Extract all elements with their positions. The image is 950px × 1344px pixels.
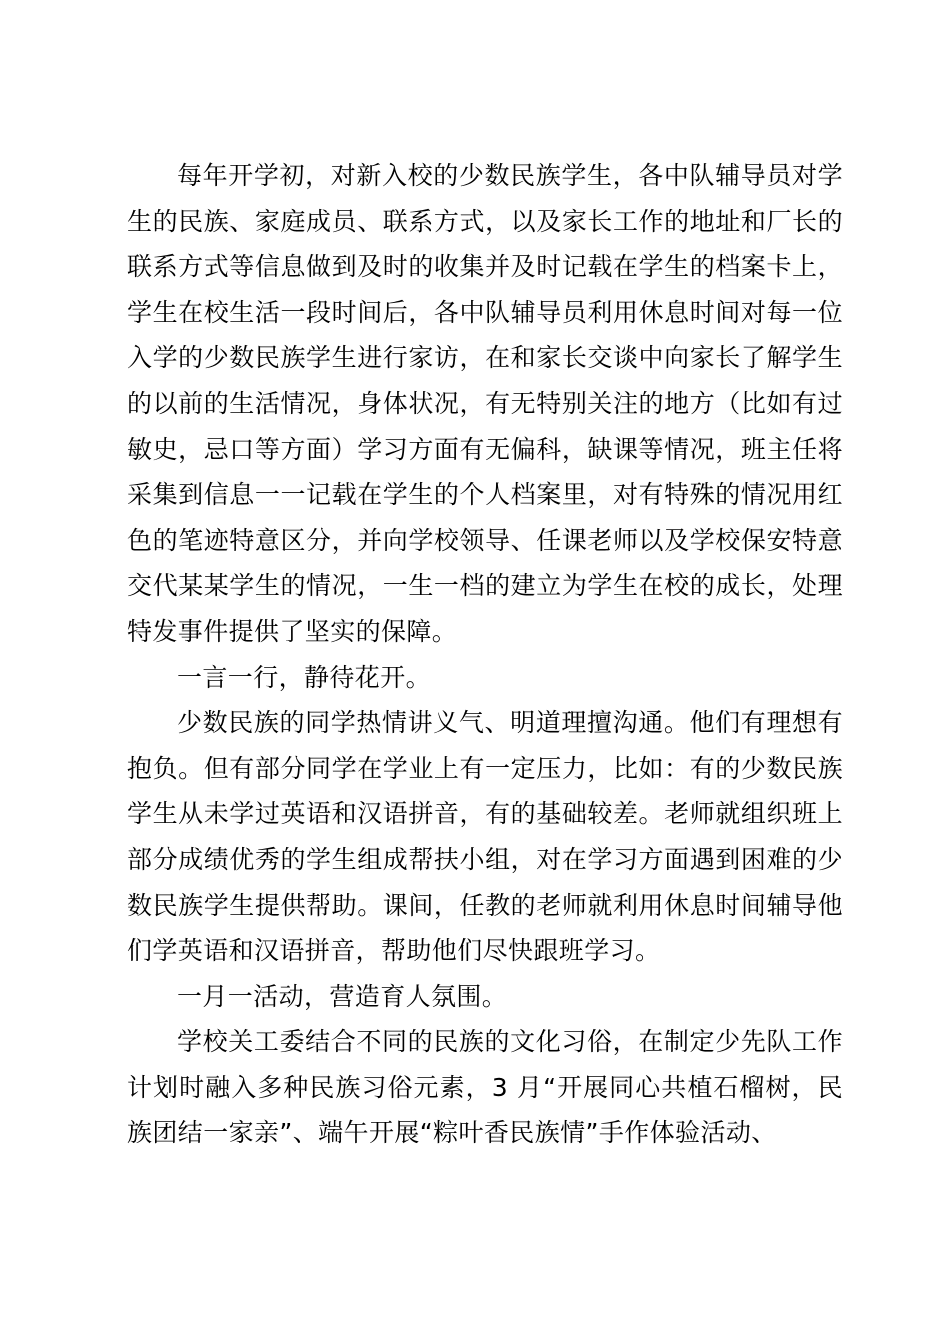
paragraph-heading-words-deeds: 一言一行，静待花开。 xyxy=(177,662,432,692)
paragraph-heading-monthly-activity: 一月一活动，营造育人氛围。 xyxy=(177,981,508,1011)
paragraph-study-support: 少数民族的同学热情讲义气、明道理擅沟通。他们有理想有抱负。但有部分同学在学业上有一定压力，比如：有的少数民族学生从未学过英语和汉语拼音，有的基础较差。老师就组织班上部分成绩优秀的学生组成帮扶小组，对在学习方面遇到困难的少数民族学生提供帮助。课间，任教的老师就利用休息时间辅导他们学英语和汉语拼音，帮助他们尽快跟班学习。 xyxy=(127,708,843,966)
document-body xyxy=(127,153,843,1156)
paragraph-cultural-activities: 学校关工委结合不同的民族的文化习俗，在制定少先队工作计划时融入多种民族习俗元素，3 月“开展同心共植石榴树，民族团结一家亲”、端午开展“粽叶香民族情”手作体验活动、 xyxy=(127,1027,843,1148)
paragraph-student-records: 每年开学初，对新入校的少数民族学生，各中队辅导员对学生的民族、家庭成员、联系方式，以及家长工作的地址和厂长的联系方式等信息做到及时的收集并及时记载在学生的档案卡上，学生在校生活一段时间后，各中队辅导员利用休息时间对每一位入学的少数民族学生进行家访，在和家长交谈中向家长了解学生的以前的生活情况，身体状况，有无特别关注的地方（比如有过敏史，忌口等方面）学习方面有无偏科，缺课等情况，班主任将采集到信息一一记载在学生的个人档案里，对有特殊的情况用红色的笔迹特意区分，并向学校领导、任课老师以及学校保安特意交代某某学生的情况，一生一档的建立为学生在校的成长，处理特发事件提供了坚实的保障。 xyxy=(127,161,843,646)
